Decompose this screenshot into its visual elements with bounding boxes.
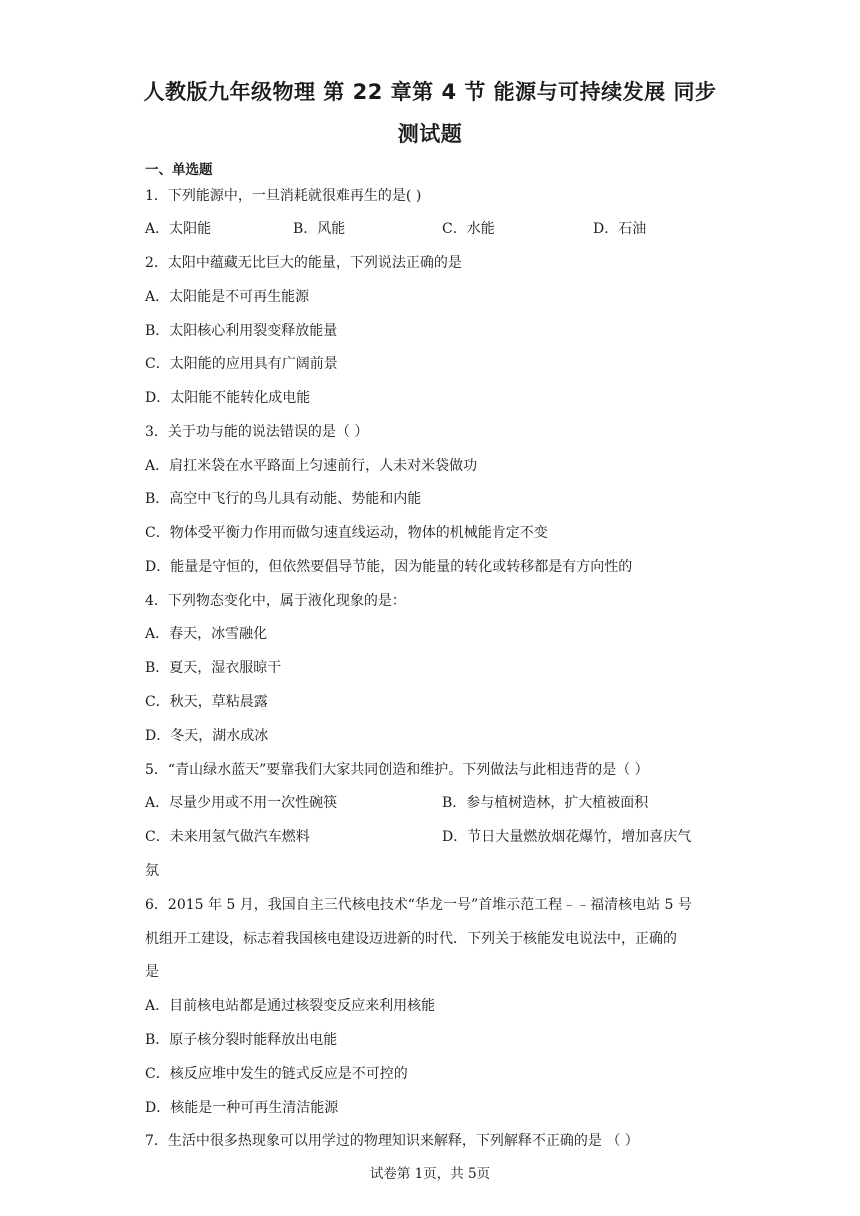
question-7-stem: 7．生活中很多热现象可以用学过的物理知识来解释，下列解释不正确的是 （ ） bbox=[145, 1133, 639, 1149]
question-2-option-a: A．太阳能是不可再生能源 bbox=[145, 289, 310, 305]
question-3-stem: 3．关于功与能的说法错误的是（ ） bbox=[145, 424, 369, 440]
question-6-option-a: A．目前核电站都是通过核裂变反应来利用核能 bbox=[145, 998, 436, 1014]
question-4-option-d: D．冬天，湖水成冰 bbox=[145, 728, 269, 744]
question-5-option-d: D．节日大量燃放烟花爆竹，增加喜庆气 bbox=[442, 829, 692, 845]
page-title-line-2: 测试题 bbox=[397, 122, 463, 146]
question-6-option-b: B．原子核分裂时能释放出电能 bbox=[145, 1032, 338, 1048]
question-1-option-d: D．石油 bbox=[593, 221, 647, 237]
question-2-option-b: B．太阳核心利用裂变释放能量 bbox=[145, 323, 338, 339]
section-heading: 一、单选题 bbox=[145, 162, 213, 178]
question-6-option-d: D．核能是一种可再生清洁能源 bbox=[145, 1100, 339, 1116]
question-2-option-d: D．太阳能不能转化成电能 bbox=[145, 390, 311, 406]
question-1-option-a: A．太阳能 bbox=[145, 221, 212, 237]
question-3-option-a: A．肩扛米袋在水平路面上匀速前行，人未对米袋做功 bbox=[145, 458, 478, 474]
question-4-stem: 4．下列物态变化中，属于液化现象的是： bbox=[145, 593, 406, 609]
question-4-option-b: B．夏天，湿衣服晾干 bbox=[145, 660, 282, 676]
question-3-option-d: D．能量是守恒的，但依然要倡导节能，因为能量的转化或转移都是有方向性的 bbox=[145, 559, 633, 575]
question-6-stem-line-3: 是 bbox=[145, 964, 159, 980]
page-title-line-1: 人教版九年级物理 第 22 章第 4 节 能源与可持续发展 同步 bbox=[143, 80, 717, 104]
question-3-option-b: B．高空中飞行的鸟儿具有动能、势能和内能 bbox=[145, 491, 422, 507]
question-1-option-c: C．水能 bbox=[442, 221, 495, 237]
question-2-option-c: C．太阳能的应用具有广阔前景 bbox=[145, 356, 338, 372]
question-3-option-c: C．物体受平衡力作用而做匀速直线运动，物体的机械能肯定不变 bbox=[145, 525, 548, 541]
question-5-option-d-continued: 氛 bbox=[145, 863, 159, 879]
question-5-option-a: A．尽量少用或不用一次性碗筷 bbox=[145, 795, 338, 811]
page-footer: 试卷第 1页，共 5页 bbox=[369, 1166, 491, 1182]
question-5-stem: 5．“青山绿水蓝天”要靠我们大家共同创造和维护。下列做法与此相违背的是（ ） bbox=[145, 762, 649, 778]
question-5-option-b: B．参与植树造林，扩大植被面积 bbox=[442, 795, 649, 811]
question-6-stem-line-1: 6．2015 年 5 月，我国自主三代核电技术“华龙一号”首堆示范工程﹣﹣福清核电站 5 号 bbox=[145, 897, 692, 913]
question-1-stem: 1．下列能源中，一旦消耗就很难再生的是( ) bbox=[145, 188, 422, 204]
question-4-option-a: A．春天，冰雪融化 bbox=[145, 626, 268, 642]
question-2-stem: 2．太阳中蕴藏无比巨大的能量，下列说法正确的是 bbox=[145, 255, 462, 271]
question-1-option-b: B．风能 bbox=[293, 221, 346, 237]
question-6-option-c: C．核反应堆中发生的链式反应是不可控的 bbox=[145, 1066, 408, 1082]
question-5-option-c: C．未来用氢气做汽车燃料 bbox=[145, 829, 310, 845]
question-6-stem-line-2: 机组开工建设，标志着我国核电建设迈进新的时代．下列关于核能发电说法中，正确的 bbox=[145, 931, 677, 947]
question-4-option-c: C．秋天，草粘晨露 bbox=[145, 694, 268, 710]
